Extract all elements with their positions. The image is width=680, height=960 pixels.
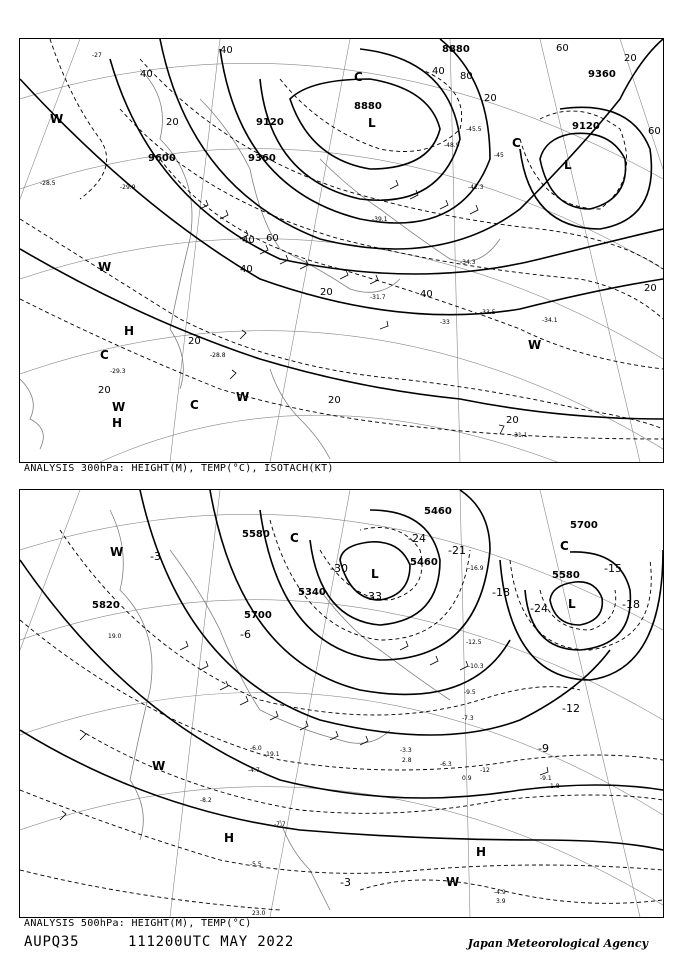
- station-value: -9.1: [540, 775, 552, 782]
- station-value: -19.1: [264, 751, 280, 758]
- height-label: 5820: [92, 600, 120, 611]
- height-label: 5700: [570, 520, 598, 531]
- temp-label: -33: [364, 590, 382, 603]
- temp-label: -3: [340, 876, 351, 889]
- low-center: L: [368, 116, 376, 130]
- isotach-label: 40: [240, 264, 253, 275]
- temp-label: -30: [330, 562, 348, 575]
- coastlines: [110, 510, 450, 910]
- warm-center: W: [50, 112, 64, 126]
- height-label: 5340: [298, 587, 326, 598]
- temp-label: -45.5: [466, 126, 482, 133]
- temp-label: -28.8: [210, 352, 226, 359]
- temp-label: -21: [448, 544, 466, 557]
- temp-label: -48.9: [444, 142, 460, 149]
- warm-center: W: [110, 545, 124, 559]
- station-value: 19.0: [108, 633, 122, 640]
- temperature-labels: [40, 52, 558, 439]
- pressure-centers: [110, 531, 576, 889]
- low-center: L: [371, 567, 379, 581]
- map-panel-500hpa: [19, 489, 664, 918]
- temp-label: -33: [440, 319, 450, 326]
- high-center: H: [224, 831, 235, 845]
- height-label: 5460: [410, 557, 438, 568]
- isotach-label: 20: [506, 415, 519, 426]
- map-300hpa-canvas: [20, 39, 663, 462]
- temp-label: -6: [240, 628, 251, 641]
- station-values: [108, 565, 560, 917]
- valid-time: 111200UTC MAY 2022: [128, 934, 295, 950]
- isotach-label: 20: [644, 283, 657, 294]
- temp-label: -24: [408, 532, 426, 545]
- cold-center: C: [290, 531, 299, 545]
- graticule: [20, 39, 663, 462]
- high-center: H: [476, 845, 487, 859]
- station-value: -9.5: [464, 689, 476, 696]
- station-value: -3.3: [400, 747, 412, 754]
- warm-center: W: [236, 390, 250, 404]
- isotach-label: 40: [140, 69, 153, 80]
- isotach-label: 20: [98, 385, 111, 396]
- cold-center: C: [190, 398, 199, 412]
- isotach-label: 20: [166, 117, 179, 128]
- station-value: -8.2: [200, 797, 212, 804]
- low-center: L: [568, 597, 576, 611]
- station-value: -10.3: [468, 663, 484, 670]
- temp-label: -33.5: [480, 309, 496, 316]
- low-center: L: [564, 158, 572, 172]
- map-500hpa-canvas: [20, 490, 663, 917]
- height-contours: [20, 39, 663, 419]
- isotach-label: 20: [328, 395, 341, 406]
- high-center: H: [124, 324, 135, 338]
- station-value: -7.3: [462, 715, 474, 722]
- warm-center: W: [152, 759, 166, 773]
- station-value: -6.3: [440, 761, 452, 768]
- isotach-label: 20: [188, 336, 201, 347]
- temp-label: -31.1: [512, 432, 528, 439]
- cold-center: C: [560, 539, 569, 553]
- isotach-label: 40: [420, 289, 433, 300]
- temp-label: -18: [492, 586, 510, 599]
- station-value: 2.8: [402, 757, 412, 764]
- station-value: -12: [480, 767, 490, 774]
- isotach-label: 40: [432, 66, 445, 77]
- temp-label: -42.3: [468, 184, 484, 191]
- station-value: -5.5: [250, 861, 262, 868]
- map-panel-300hpa: [19, 38, 664, 463]
- station-value: -7.7: [274, 821, 286, 828]
- temp-label: -15: [604, 562, 622, 575]
- height-label: 8880: [442, 44, 470, 55]
- station-value: 23.0: [252, 910, 266, 917]
- height-label: 8880: [354, 101, 382, 112]
- height-label: 5580: [242, 529, 270, 540]
- height-label: 5580: [552, 570, 580, 581]
- isotach-label: 20: [484, 93, 497, 104]
- cold-center: C: [354, 70, 363, 84]
- isotach-label: 60: [648, 126, 661, 137]
- agency-name: Japan Meteorological Agency: [467, 937, 648, 950]
- temp-label: -18: [622, 598, 640, 611]
- isotach-label: 60: [556, 43, 569, 54]
- height-label: 9360: [248, 153, 276, 164]
- temp-label: -34.1: [542, 317, 558, 324]
- temp-label: -39.1: [372, 216, 388, 223]
- temp-label: -29.3: [110, 368, 126, 375]
- temp-label: -24: [530, 602, 548, 615]
- caption-300hpa: ANALYSIS 300hPa: HEIGHT(M), TEMP(°C), ISOTACH(KT): [24, 463, 334, 474]
- height-label: 9120: [572, 121, 600, 132]
- warm-center: W: [446, 875, 460, 889]
- temp-label: -12: [562, 702, 580, 715]
- station-value: 0.9: [462, 775, 472, 782]
- station-value: 1.8: [550, 783, 560, 790]
- temp-label: -28.5: [40, 180, 56, 187]
- station-value: 3.9: [496, 898, 506, 905]
- station-value: -4.7: [248, 767, 260, 774]
- warm-center: W: [528, 338, 542, 352]
- temp-label: -3: [150, 550, 161, 563]
- isotach-label: 20: [624, 53, 637, 64]
- isotach-label: 40: [242, 235, 255, 246]
- station-value: -6.0: [250, 745, 262, 752]
- height-label: 5460: [424, 506, 452, 517]
- temp-label: -27: [92, 52, 102, 59]
- isotach-label: 80: [460, 71, 473, 82]
- height-label: 9360: [588, 69, 616, 80]
- caption-500hpa: ANALYSIS 500hPa: HEIGHT(M), TEMP(°C): [24, 918, 252, 929]
- isotach-label: 20: [320, 287, 333, 298]
- isotach-label: 40: [220, 45, 233, 56]
- temp-label: -34.3: [460, 259, 476, 266]
- station-value: -12.5: [466, 639, 482, 646]
- height-label: 5700: [244, 610, 272, 621]
- high-center: H: [112, 416, 123, 430]
- pressure-centers: [50, 70, 572, 430]
- temp-label: -31.7: [370, 294, 386, 301]
- height-label: 9120: [256, 117, 284, 128]
- chart-code: AUPQ35: [24, 934, 80, 950]
- temp-label: -45: [494, 152, 504, 159]
- temp-label: -9: [538, 742, 549, 755]
- height-label: 9600: [148, 153, 176, 164]
- isotach-label: 60: [266, 233, 279, 244]
- station-value: -16.9: [468, 565, 484, 572]
- cold-center: C: [512, 136, 521, 150]
- warm-center: W: [112, 400, 126, 414]
- cold-center: C: [100, 348, 109, 362]
- temp-label: -29.9: [120, 184, 136, 191]
- station-value: -4.9: [494, 889, 506, 896]
- isotach-lines: [20, 39, 663, 439]
- warm-center: W: [98, 260, 112, 274]
